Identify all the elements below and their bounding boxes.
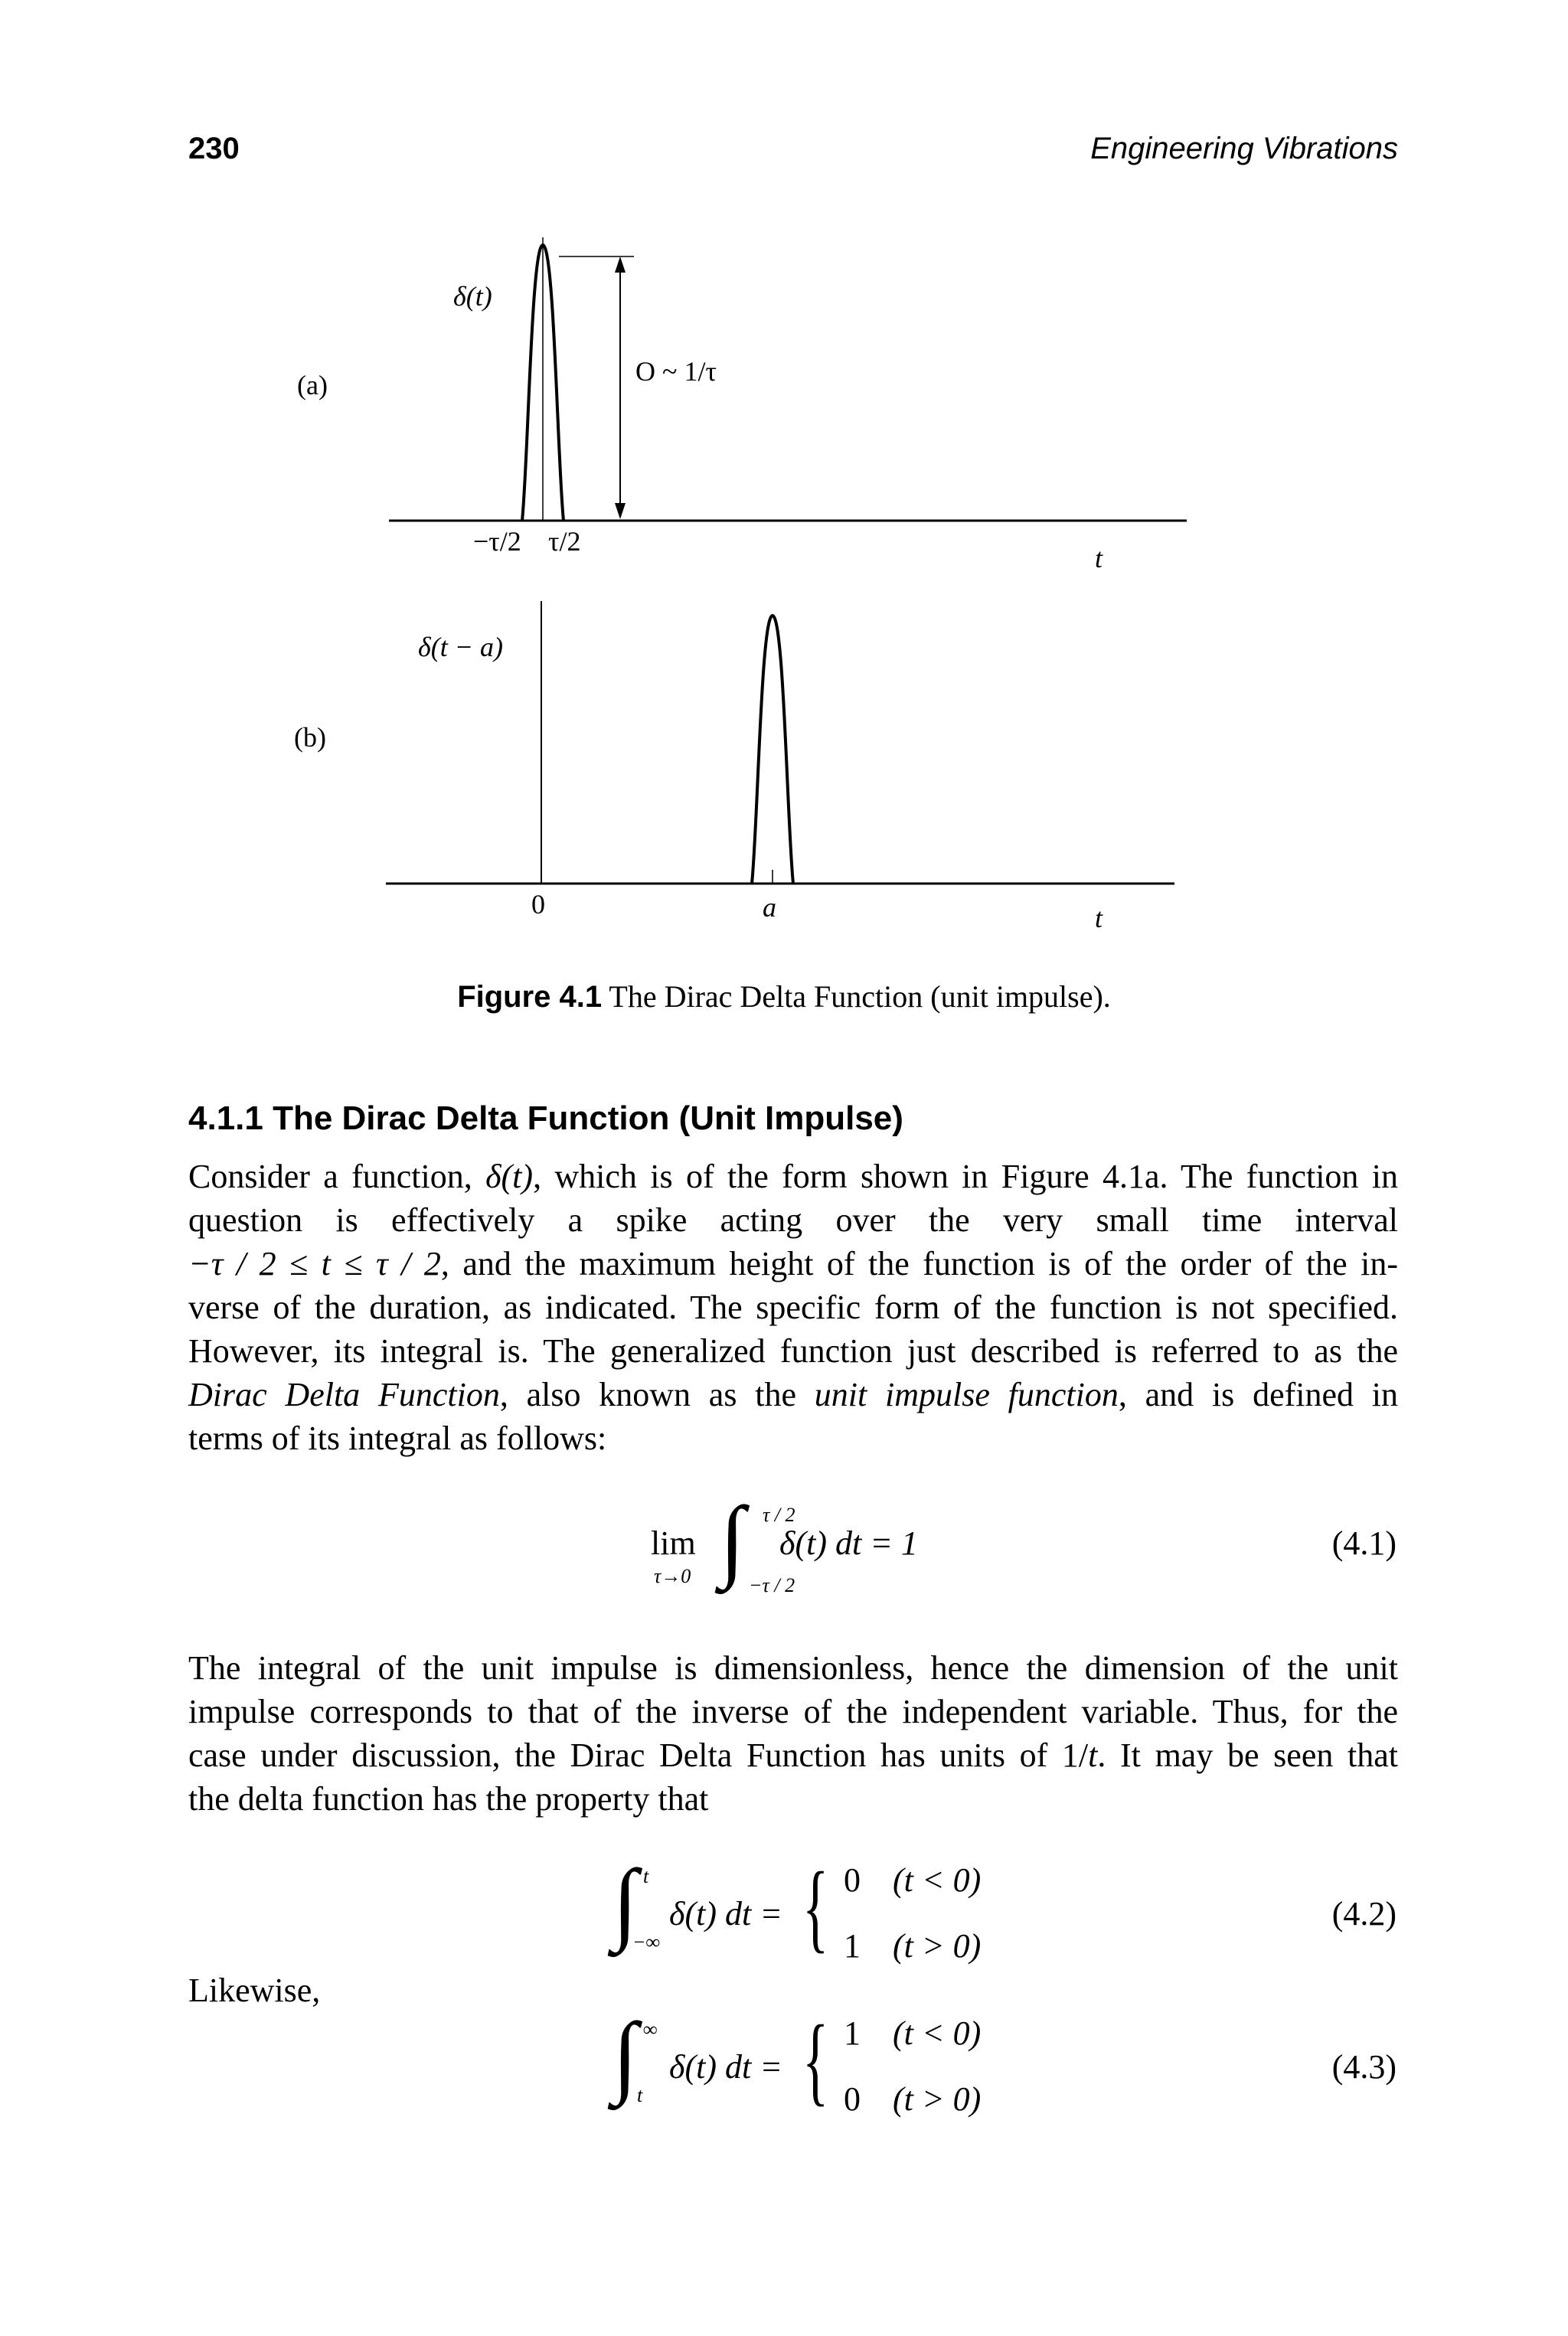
panel-a-arrow-down <box>615 503 626 519</box>
eq3-lower-limit: t <box>637 2084 643 2106</box>
eq3-case2-val: 0 <box>844 2080 861 2118</box>
eq1-integral-sign: ∫ <box>720 1488 745 1589</box>
eq2-case2-val: 1 <box>844 1927 861 1965</box>
eq2-body: δ(t) dt = <box>669 1895 782 1933</box>
p2-l3b: . It may be seen that <box>1097 1736 1398 1774</box>
panel-b-shift-label: a <box>763 892 776 923</box>
figure-4-1 <box>0 0 1568 980</box>
paragraph-1 <box>188 1155 1398 1460</box>
page-number: 230 <box>188 132 240 165</box>
p1-l1b: , which is of the form shown in Figure 4.1a. The function in <box>533 1158 1398 1195</box>
p1-line-4: verse of the duration, as indicated. The specific form of the function is not specified. <box>188 1289 1398 1326</box>
eq3-number: (4.3) <box>1331 2048 1396 2086</box>
panel-b-origin-label: 0 <box>531 889 545 920</box>
eq1-lower-limit: −τ / 2 <box>749 1574 795 1596</box>
panel-a-tick-right: τ/2 <box>548 526 581 557</box>
equation-4-3 <box>612 2004 1072 2118</box>
eq3-case1-val: 1 <box>844 2014 861 2052</box>
eq3-case2-cond: (t > 0) <box>893 2080 982 2118</box>
eq2-lower-limit: −∞ <box>632 1931 661 1953</box>
equation-4-2 <box>612 1851 1072 1965</box>
caption-number: Figure 4.1 <box>457 980 603 1014</box>
eq1-number: (4.1) <box>1331 1524 1396 1562</box>
eq2-case1-val: 0 <box>844 1861 861 1899</box>
p1-l6-it1: Dirac Delta Function <box>188 1376 500 1413</box>
eq2-integral-sign: ∫ <box>612 1851 638 1952</box>
p1-line-7: terms of its integral as follows: <box>188 1420 607 1457</box>
eq3-case1-cond: (t < 0) <box>893 2014 982 2052</box>
p1-l1a: Consider a function, <box>188 1158 486 1195</box>
paragraph-2 <box>188 1646 1398 1821</box>
p1-line-3 <box>188 1242 1398 1286</box>
p1-l3-math: −τ / 2 ≤ t ≤ τ / 2 <box>188 1245 441 1282</box>
eq2-number: (4.2) <box>1331 1895 1396 1933</box>
p1-l1-func: δ(t) <box>485 1158 534 1195</box>
eq2-upper-limit: t <box>643 1865 649 1887</box>
p2-line-1: The integral of the unit impulse is dimensionless, hence the dimension of the unit <box>188 1649 1398 1687</box>
eq3-integral-sign: ∫ <box>612 2004 638 2106</box>
p2-line-3 <box>188 1733 1398 1777</box>
eq3-body: δ(t) dt = <box>669 2048 782 2086</box>
panel-a-axis-label: t <box>1095 543 1103 573</box>
section-heading: 4.1.1 The Dirac Delta Function (Unit Impulse) <box>188 1099 903 1137</box>
p1-line-6 <box>188 1373 1398 1416</box>
p1-l3b: , and the maximum height of the function is of the order of the in- <box>440 1245 1398 1282</box>
p2-l3-t: t <box>1088 1736 1098 1774</box>
eq3-upper-limit: ∞ <box>643 2018 658 2040</box>
panel-a-arrow-up <box>615 256 626 273</box>
likewise-text: Likewise, <box>188 1972 321 2009</box>
panel-b-function-label: δ(t − a) <box>418 632 504 662</box>
eq2-case2-cond: (t > 0) <box>893 1927 982 1965</box>
p1-line-1 <box>188 1155 1398 1198</box>
eq1-body: δ(t) dt = 1 <box>779 1524 918 1562</box>
panel-a-label: (a) <box>297 370 328 400</box>
p1-l6-mid: , also known as the <box>499 1376 815 1413</box>
p1-line-2: question is effectively a spike acting over the very small time interval <box>188 1201 1398 1239</box>
running-title: Engineering Vibrations <box>1090 132 1398 165</box>
figure-caption <box>0 979 1568 1014</box>
panel-a-height-annotation: O ~ 1/τ <box>635 356 717 387</box>
p1-line-5: However, its integral is. The generalized function just described is referred to as the <box>188 1332 1398 1370</box>
p1-l6-it2: unit impulse function <box>814 1376 1119 1413</box>
eq1-lim-sub: τ→0 <box>654 1565 691 1587</box>
p2-line-2: impulse corresponds to that of the inverse of the independent variable. Thus, for the <box>188 1693 1398 1730</box>
eq2-case1-cond: (t < 0) <box>893 1861 982 1899</box>
panel-b-spike <box>752 616 793 884</box>
caption-text: The Dirac Delta Function (unit impulse). <box>602 979 1111 1014</box>
panel-a-tick-left: −τ/2 <box>473 526 521 557</box>
eq2-brace: { <box>802 1852 829 1962</box>
eq3-brace: { <box>802 2005 829 2115</box>
p2-line-4: the delta function has the property that <box>188 1780 709 1818</box>
eq1-upper-limit: τ / 2 <box>763 1504 795 1526</box>
p2-l3a: case under discussion, the Dirac Delta Function has units of 1/ <box>188 1736 1089 1774</box>
p1-l6-end: , and is defined in <box>1118 1376 1399 1413</box>
eq1-lim: lim <box>651 1524 696 1562</box>
panel-b-axis-label: t <box>1095 903 1103 933</box>
panel-a-function-label: δ(t) <box>453 281 492 312</box>
panel-b-label: (b) <box>294 722 326 753</box>
